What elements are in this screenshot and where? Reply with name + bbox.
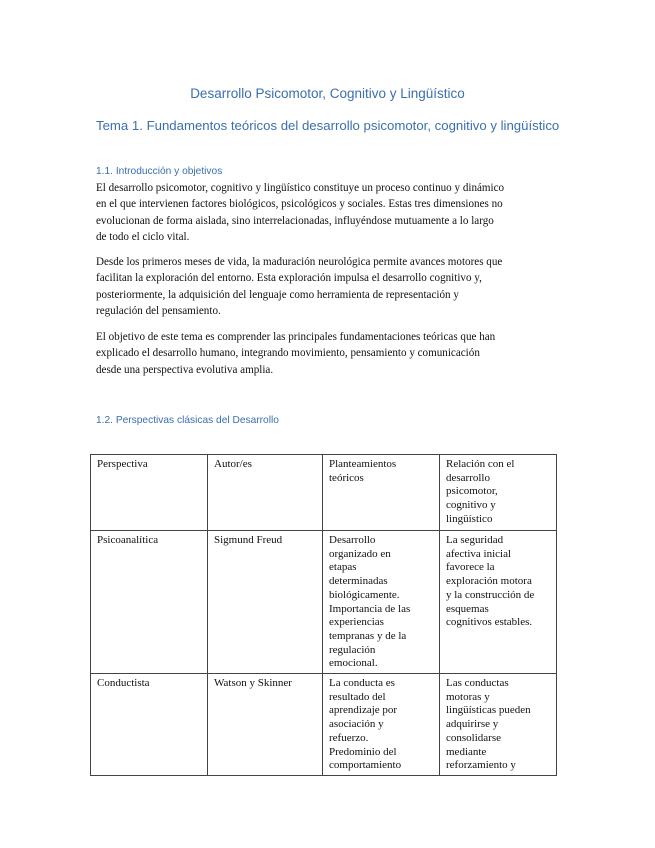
cell-line: Relación con el [446,458,515,470]
table-header-cell [208,455,323,531]
cell-line: biológicamente. [329,588,400,601]
paragraph-line: facilitan la exploración del entorno. Esta exploración impulsa el desarrollo cognitivo y, [96,272,482,285]
paragraph-line: El desarrollo psicomotor, cognitivo y lingüístico constituye un proceso continuo y dinámico [96,182,505,194]
table-cell [208,531,323,674]
table-cell [208,674,323,776]
cell-line: psicomotor, [446,485,498,498]
intro-paragraph-3 [96,329,558,378]
cell-line: lingüístico [446,512,493,525]
cell-line: afectiva inicial [446,547,512,560]
table-row [91,674,557,776]
intro-paragraph-2 [96,254,558,320]
document-title: Desarrollo Psicomotor, Cognitivo y Lingüístico [190,86,465,101]
cell-line: experiencias [329,616,384,629]
table-header-cell [91,455,208,531]
paragraph-line: desde una perspectiva evolutiva amplia. [96,363,274,376]
cell-line: La seguridad [446,534,504,546]
table-header-row [91,455,557,531]
cell-line: Psicoanalítica [97,534,159,546]
cell-line: Sigmund Freud [214,534,283,546]
cell-line: La conducta es [329,677,395,690]
section-heading-intro: 1.1. Introducción y objetivos [96,166,223,177]
cell-line: adquirirse y [446,718,499,731]
cell-line: organizado en [329,547,391,560]
cell-line: desarrollo [446,471,490,484]
cell-line: motoras y [446,690,490,703]
table-cell [91,531,208,674]
cell-line: aprendizaje por [329,704,398,717]
cell-line: refuerzo. [329,731,369,744]
cell-line: teóricos [329,471,364,484]
paragraph-line: explicado el desarrollo humano, integrando movimiento, pensamiento y comunicación [96,347,480,360]
cell-line: asociación y [329,718,384,731]
cell-line: Desarrollo [329,534,376,546]
cell-line: determinadas [329,575,388,588]
cell-line: Predominio del [329,745,397,758]
table-cell [323,531,440,674]
cell-line: cognitivo y [446,499,496,512]
cell-line: y la construcción de [446,588,535,601]
cell-line: regulación [329,643,376,656]
cell-line: etapas [329,561,357,574]
table-cell [440,674,557,776]
intro-paragraph-1 [96,180,558,246]
cell-line: Perspectiva [97,458,148,470]
topic-title: Tema 1. Fundamentos teóricos del desarrollo psicomotor, cognitivo y lingüístico [96,118,560,133]
cell-line: emocional. [329,657,378,670]
table-row [91,531,557,674]
paragraph-line: en el que intervienen factores biológicos, psicológicos y sociales. Estas tres dimensiones no [96,198,503,211]
paragraph-line: El objetivo de este tema es comprender las principales fundamentaciones teóricas que han [96,331,496,343]
cell-line: exploración motora [446,575,532,588]
cell-line: tempranas y de la [329,629,407,642]
cell-line: favorece la [446,561,495,574]
cell-line: Autor/es [214,458,252,470]
paragraph-line: Desde los primeros meses de vida, la maduración neurológica permite avances motores que [96,256,503,268]
table-cell [440,531,557,674]
cell-line: Conductista [97,677,150,690]
cell-line: Watson y Skinner [214,677,292,690]
table-header-cell [440,455,557,531]
table-cell [323,674,440,776]
cell-line: Las conductas [446,677,509,690]
paragraph-line: evolucionan de forma aislada, sino interrelacionadas, influyéndose mutuamente a lo largo [96,214,494,227]
cell-line: resultado del [329,690,386,703]
cell-line: cognitivos estables. [446,616,533,629]
section-heading-perspectives: 1.2. Perspectivas clásicas del Desarrollo [96,415,279,426]
table-cell [91,674,208,776]
cell-line: comportamiento [329,759,402,772]
perspectives-table [90,454,557,776]
cell-line: mediante [446,745,487,758]
cell-line: lingüísticas pueden [446,704,531,717]
cell-line: reforzamiento y [446,759,516,772]
paragraph-line: regulación del pensamiento. [96,305,221,318]
table-header-cell [323,455,440,531]
cell-line: consolidarse [446,731,501,744]
cell-line: Importancia de las [329,602,411,615]
cell-line: Planteamientos [329,458,397,470]
paragraph-line: de todo el ciclo vital. [96,231,190,244]
cell-line: esquemas [446,602,489,615]
paragraph-line: posteriormente, la adquisición del lenguaje como herramienta de representación y [96,288,459,301]
